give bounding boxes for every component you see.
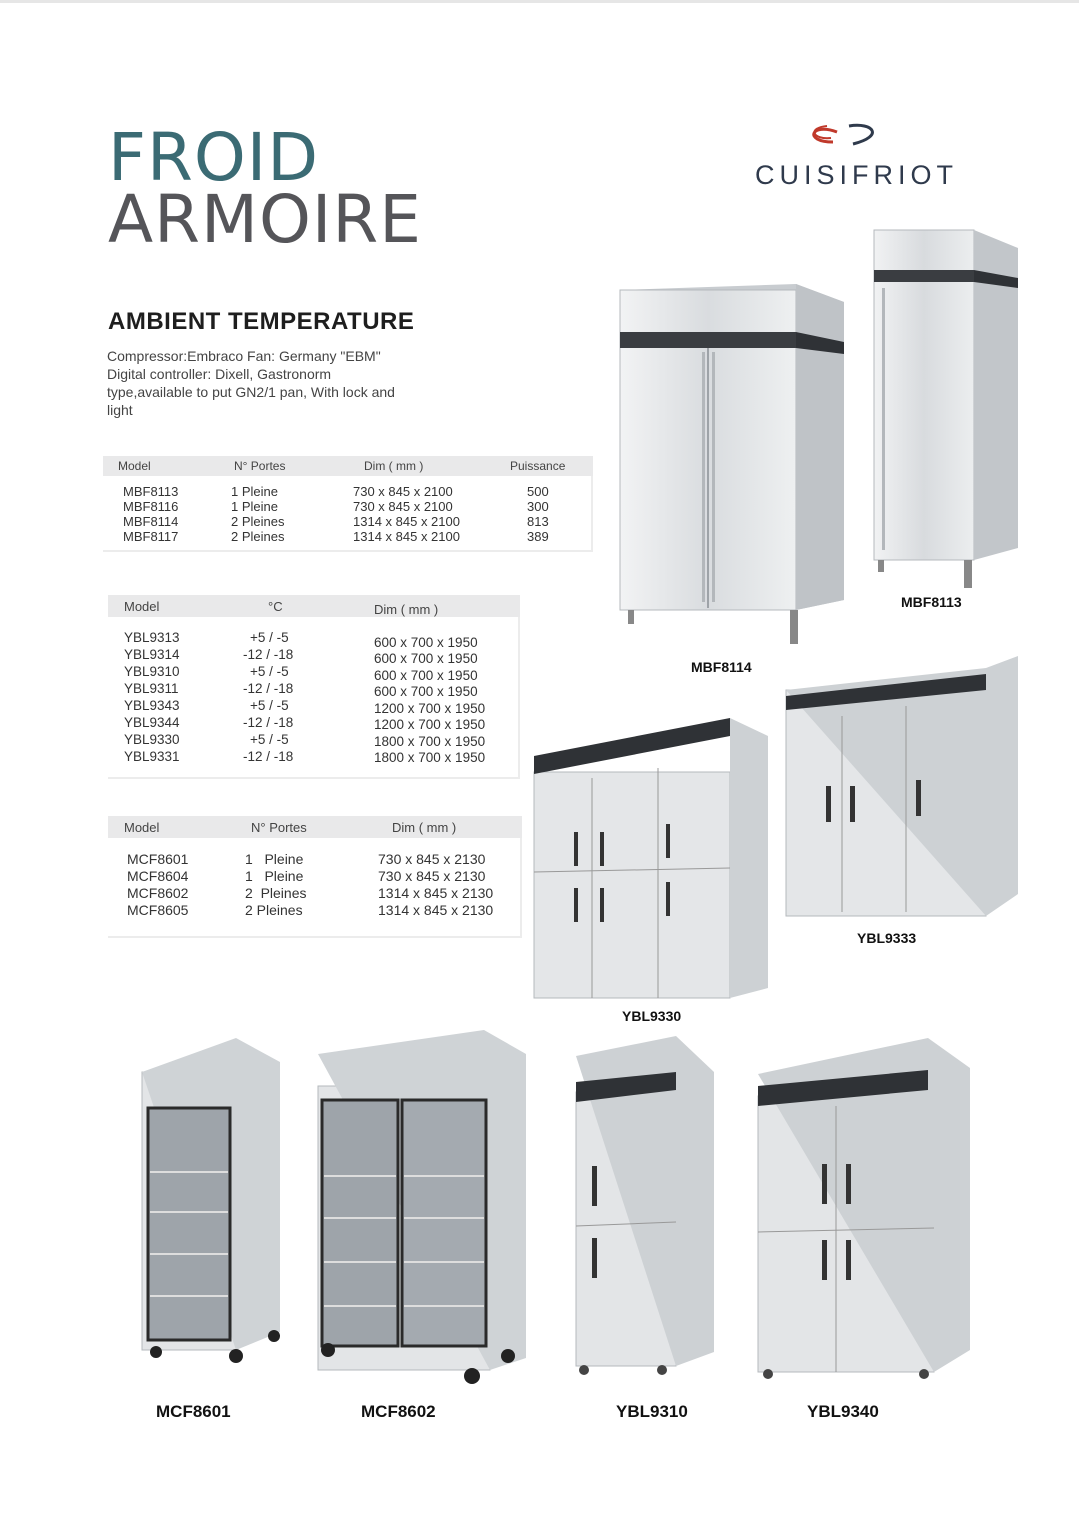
- fridge-mcf8602-image: [312, 1026, 530, 1388]
- cell-puissance: 813: [527, 514, 549, 529]
- header-portes: N° Portes: [251, 820, 307, 835]
- description-line: Digital controller: Dixell, Gastronorm: [107, 366, 332, 382]
- table-mbf: [103, 456, 593, 552]
- table-mcf: [108, 816, 522, 938]
- cell-portes: 1 Pleine: [231, 484, 278, 499]
- cell-dim: 1200 x 700 x 1950: [374, 717, 486, 732]
- header-temp: °C: [268, 599, 283, 614]
- brand-name: CUISIFRIOT: [755, 160, 958, 190]
- page-title-armoire: ARMOIRE: [108, 181, 422, 258]
- cell-model: YBL9310: [124, 664, 180, 679]
- cell-model: YBL9311: [124, 681, 179, 696]
- cell-dim: 730 x 845 x 2100: [353, 499, 453, 514]
- table-header: [103, 456, 593, 476]
- header-puissance: Puissance: [510, 459, 566, 473]
- cell-dim: 1314 x 845 x 2130: [378, 902, 494, 918]
- header-dim: Dim ( mm ): [392, 820, 457, 835]
- cell-puissance: 300: [527, 499, 549, 514]
- cell-puissance: 500: [527, 484, 549, 499]
- section-description: [107, 347, 427, 419]
- cell-dim: 600 x 700 x 1950: [374, 651, 478, 666]
- cell-model: YBL9313: [124, 630, 180, 645]
- cell-temp: +5 / -5: [250, 732, 289, 747]
- cell-model: MBF8117: [123, 529, 179, 544]
- cell-dim: 600 x 700 x 1950: [374, 635, 478, 650]
- brand-logo: [745, 118, 975, 198]
- cell-portes: 2 Pleines: [245, 885, 307, 901]
- fridge-mbf8113-image: [868, 218, 1024, 593]
- cell-dim: 1200 x 700 x 1950: [374, 701, 486, 716]
- table-ybl: [108, 595, 520, 779]
- cell-temp: -12 / -18: [243, 647, 294, 662]
- product-caption: MBF8114: [691, 659, 752, 675]
- cell-portes: 2 Pleines: [231, 529, 285, 544]
- cell-model: MBF8113: [123, 484, 179, 499]
- cell-portes: 1 Pleine: [245, 851, 304, 867]
- fridge-ybl9340-image: [752, 1034, 982, 1384]
- cell-dim: 1314 x 845 x 2130: [378, 885, 494, 901]
- header-dim: Dim ( mm ): [364, 459, 424, 473]
- product-caption: MBF8113: [901, 594, 962, 610]
- fridge-ybl9310-image: [570, 1032, 720, 1382]
- page-title-froid: FROID: [108, 119, 320, 196]
- cell-model: YBL9330: [124, 732, 180, 747]
- cell-model: MCF8602: [127, 885, 189, 901]
- table-header: [108, 816, 522, 838]
- cell-temp: -12 / -18: [243, 715, 294, 730]
- brand-swoosh-icon: [745, 118, 975, 158]
- product-caption: YBL9340: [807, 1402, 879, 1421]
- fridge-mcf8601-image: [136, 1032, 286, 1368]
- cell-temp: +5 / -5: [250, 664, 289, 679]
- cell-dim: 1800 x 700 x 1950: [374, 750, 486, 765]
- fridge-ybl9330-image: [530, 712, 774, 1008]
- cell-temp: +5 / -5: [250, 698, 289, 713]
- cell-temp: +5 / -5: [250, 630, 289, 645]
- cell-dim: 1800 x 700 x 1950: [374, 734, 486, 749]
- product-caption: YBL9333: [857, 930, 917, 946]
- cell-model: YBL9314: [124, 647, 180, 662]
- description-line: type,available to put GN2/1 pan, With lock and: [107, 384, 395, 400]
- fridge-ybl9333-image: [780, 650, 1024, 922]
- cell-model: MBF8114: [123, 514, 179, 529]
- description-line: Compressor:Embraco Fan: Germany "EBM": [107, 348, 381, 364]
- cell-dim: 1314 x 845 x 2100: [353, 529, 460, 544]
- table-header: [108, 595, 520, 617]
- product-caption: MCF8602: [361, 1402, 436, 1421]
- cell-temp: -12 / -18: [243, 749, 294, 764]
- cell-model: MCF8604: [127, 868, 189, 884]
- fridge-mbf8114-image: [608, 280, 848, 650]
- header-model: Model: [124, 599, 160, 614]
- cell-dim: 730 x 845 x 2130: [378, 868, 486, 884]
- cell-temp: -12 / -18: [243, 681, 294, 696]
- header-model: Model: [124, 820, 160, 835]
- cell-dim: 1314 x 845 x 2100: [353, 514, 460, 529]
- section-title: AMBIENT TEMPERATURE: [108, 308, 415, 335]
- description-line: light: [107, 402, 133, 418]
- cell-model: MBF8116: [123, 499, 179, 514]
- cell-portes: 2 Pleines: [245, 902, 303, 918]
- cell-portes: 2 Pleines: [231, 514, 285, 529]
- top-border: [0, 0, 1079, 3]
- cell-dim: 600 x 700 x 1950: [374, 668, 478, 683]
- header-portes: N° Portes: [234, 459, 286, 473]
- cell-portes: 1 Pleine: [231, 499, 278, 514]
- header-dim: Dim ( mm ): [374, 602, 439, 617]
- cell-dim: 600 x 700 x 1950: [374, 684, 478, 699]
- cell-puissance: 389: [527, 529, 549, 544]
- cell-model: YBL9331: [124, 749, 180, 764]
- cell-model: YBL9343: [124, 698, 180, 713]
- cell-model: MCF8605: [127, 902, 189, 918]
- cell-dim: 730 x 845 x 2100: [353, 484, 453, 499]
- cell-model: MCF8601: [127, 851, 189, 867]
- product-caption: YBL9330: [622, 1008, 682, 1024]
- cell-model: YBL9344: [124, 715, 180, 730]
- header-model: Model: [118, 459, 151, 473]
- cell-portes: 1 Pleine: [245, 868, 304, 884]
- product-caption: MCF8601: [156, 1402, 231, 1421]
- product-caption: YBL9310: [616, 1402, 688, 1421]
- cell-dim: 730 x 845 x 2130: [378, 851, 486, 867]
